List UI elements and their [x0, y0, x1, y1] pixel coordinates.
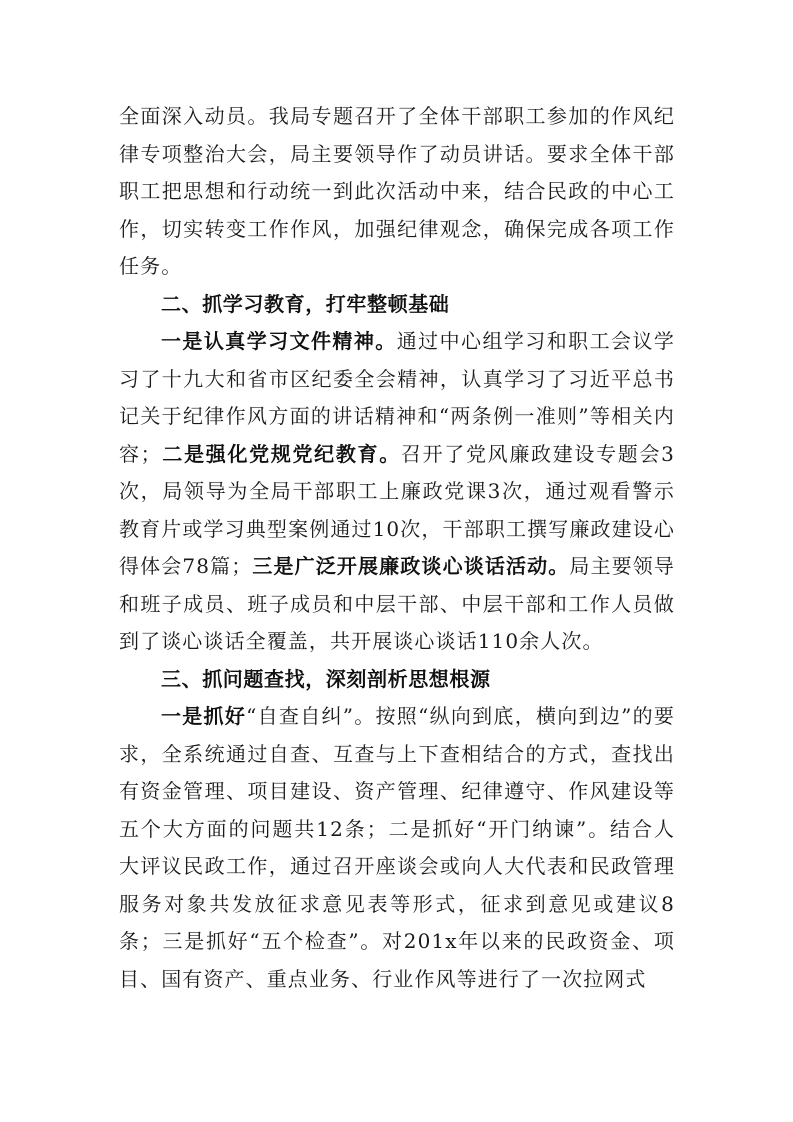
- paragraph-study-education: [119, 323, 675, 661]
- document-page: [119, 98, 675, 998]
- emphasis-text: 一是抓好: [161, 704, 247, 728]
- paragraph-mobilization: [119, 98, 675, 286]
- paragraph-text: “自查自纠”。按照“纵向到底，横向到边”的要求，全系统通过自查、互查与上下查相结合的方式，查找出有资金管理、项目建设、资产管理、纪律遵守、作风建设等五个大方面的问题共12条；二是抓好“开门纳谏”。结合人大评议民政工作，通过召开座谈会或向人大代表和民政管理服务对象共发放征求意见表等形式，征求到意见或建议8条；三是抓好“五个检查”。对201x年以来的民政资金、项目、国有资产、重点业务、行业作风等进行了一次拉网式: [119, 704, 675, 991]
- paragraph-text: 通过中心组学习和职工会议学习了十九大和省市区纪委全会精神，认真学习了习近平总书记关于纪律作风方面的讲话精神和“两条例一准则”等相关内容；: [119, 329, 675, 466]
- paragraph-text: 局主要领导和班子成员、班子成员和中层干部、中层干部和工作人员做到了谈心谈话全覆盖，共开展谈心谈话110余人次。: [119, 554, 676, 653]
- paragraph-problem-finding: [119, 698, 675, 998]
- emphasis-text: 二是强化党规党纪教育。: [161, 441, 401, 466]
- paragraph-text: 召开了党风廉政建设专题会3次，局领导为全局干部职工上廉政党课3次，通过观看警示教育片或学习典型案例通过10次，干部职工撰写廉政建设心得体会78篇；: [119, 441, 675, 578]
- section-heading-2: 二、抓学习教育，打牢整顿基础: [161, 291, 450, 316]
- emphasis-text: 三是广泛开展廉政谈心谈话活动。: [252, 554, 570, 578]
- paragraph-text: 全面深入动员。我局专题召开了全体干部职工参加的作风纪律专项整治大会，局主要领导作了动员讲话。要求全体干部职工把思想和行动统一到此次活动中来，结合民政的中心工作，切实转变工作作风，加强纪律观念，确保完成各项工作任务。: [119, 104, 675, 278]
- emphasis-text: 一是认真学习文件精神。: [161, 329, 397, 353]
- section-heading-3: 三、抓问题查找，深刻剖析思想根源: [161, 666, 491, 691]
